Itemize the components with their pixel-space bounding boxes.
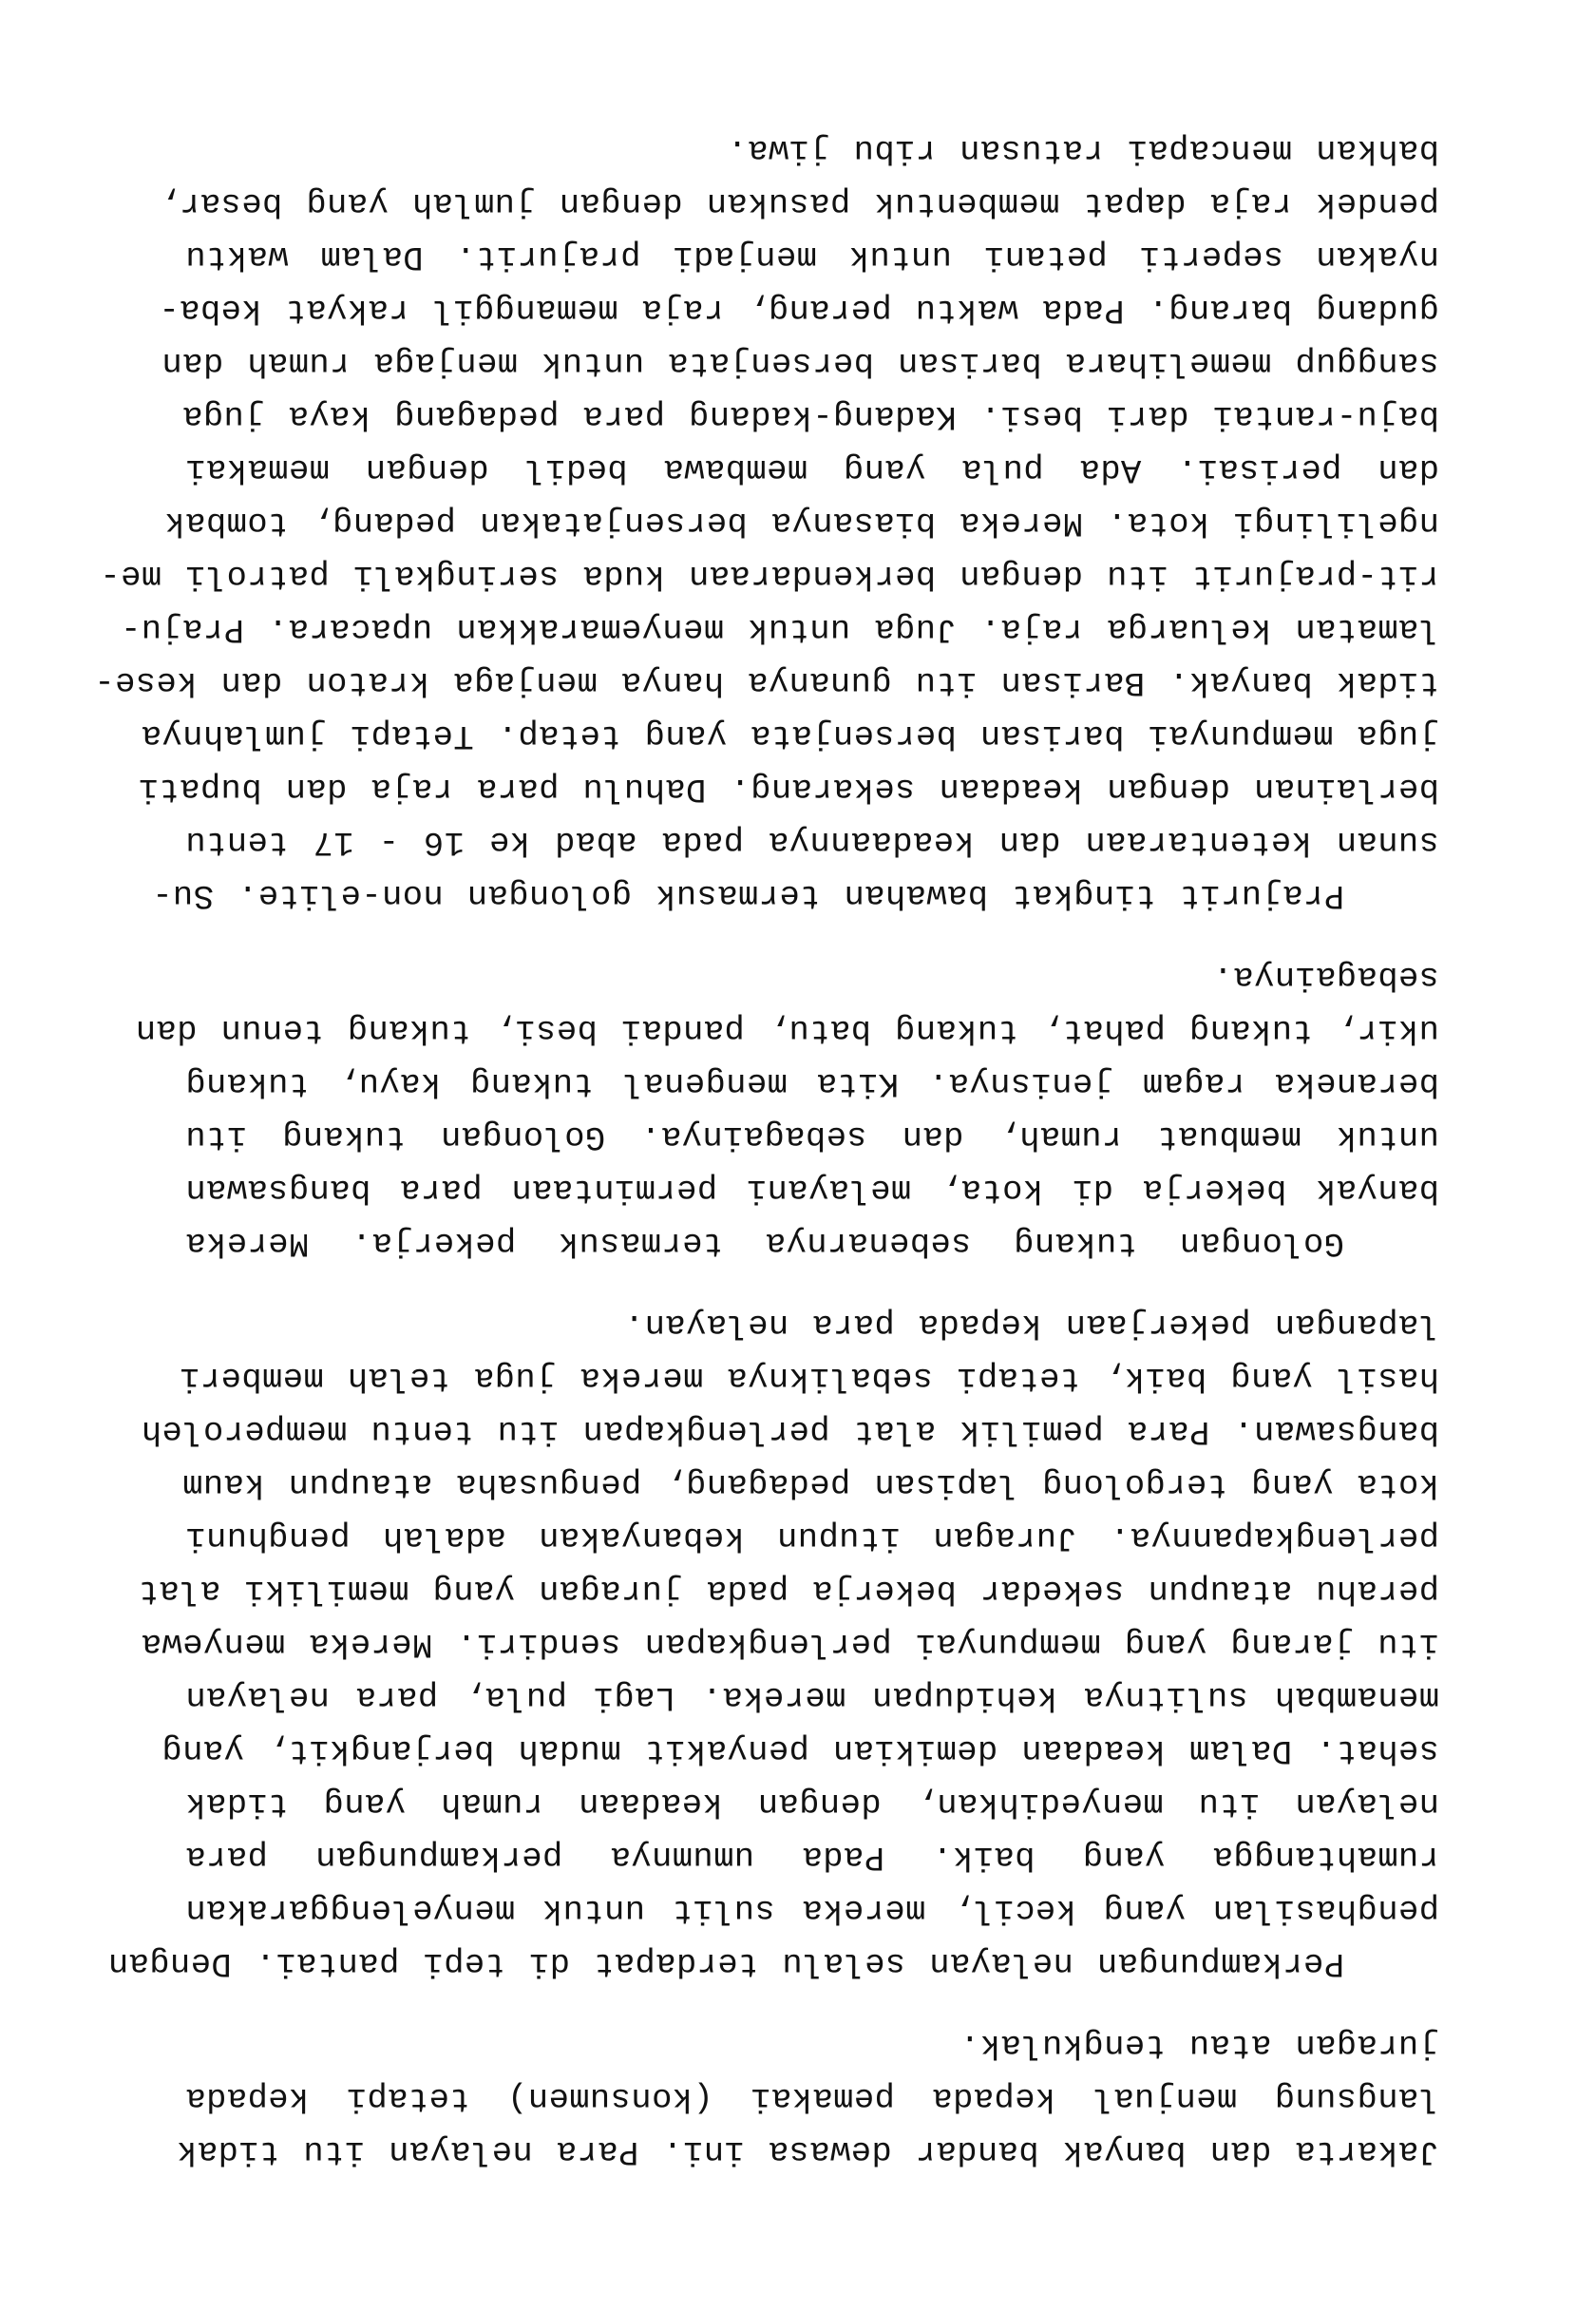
text-line: sunan ketentaraan dan keadaannya pada abad ke 16 - 17 tentu bbox=[185, 823, 1439, 862]
paragraph-4 bbox=[93, 124, 1439, 922]
text-line: Prajurit tingkat bawahan termasuk golongan non-elite. Su- bbox=[151, 876, 1344, 915]
text-line: sebagainya. bbox=[1212, 958, 1439, 997]
paragraph-1 bbox=[176, 2018, 1439, 2178]
text-line: berlainan dengan keadaan sekarang. Dahulu para raja dan bupati bbox=[138, 770, 1439, 809]
text-line: juragan atau tengkulak. bbox=[959, 2026, 1439, 2065]
text-line: itu jarang yang mempunyai perlengkapan sendiri. Mereka menyewa bbox=[141, 1625, 1439, 1664]
paragraph-3 bbox=[135, 950, 1439, 1270]
text-line: sanggup memelihara barisan bersenjata untuk menjaga rumah dan bbox=[162, 344, 1439, 383]
text-line: langsung menjual kepada pemakai (konsumen) tetapi kepada bbox=[185, 2079, 1439, 2118]
text-line: hasil yang baik, tetapi sebaliknya mereka juga telah memberi bbox=[179, 1359, 1439, 1398]
text-line: rit-prajurit itu dengan berkendaraan kuda seringkali patroli me- bbox=[99, 557, 1439, 596]
text-line: tidak banyak. Barisan itu gunanya hanya menjaga kraton dan kese- bbox=[93, 663, 1439, 702]
text-line: beraneka ragam jenisnya. Kita mengenal tukang kayu, tukang bbox=[185, 1064, 1439, 1103]
text-line: Jakarta dan banyak bandar dewasa ini. Para nelayan itu tidak bbox=[176, 2132, 1439, 2171]
text-line: juga mempunyai barisan bersenjata yang tetap. Tetapi jumlahnya bbox=[141, 716, 1439, 755]
text-line: baju-rantai dari besi. Kadang-kadang para pedagang kaya juga bbox=[181, 397, 1439, 436]
text-line: penghasilan yang kecil, mereka sulit untuk menyelenggarakan bbox=[185, 1891, 1439, 1930]
text-line: rumahtangga yang baik. Pada umumnya perkampungan para bbox=[185, 1838, 1439, 1877]
page-number-area bbox=[142, 87, 218, 144]
text-line: kota yang tergolong lapisan pedagang, pengusaha ataupun kaum bbox=[181, 1465, 1439, 1504]
text-line: ngelilingi kota. Mereka biasanya bersenjatakan pedang, tombak bbox=[164, 504, 1439, 543]
text-line: perahu ataupun sekedar bekerja pada juragan yang memiliki alat bbox=[138, 1572, 1439, 1611]
text-line: Perkampungan nelayan selalu terdapat di tepi pantai. Dengan bbox=[107, 1944, 1344, 1983]
text-line: bahkan mencapai ratusan ribu jiwa. bbox=[727, 131, 1439, 170]
text-line: sehat. Dalam keadaan demikian penyakit mudah berjangkit, yang bbox=[162, 1731, 1439, 1770]
text-line: Golongan tukang sebenarnya termasuk pekerja. Mereka bbox=[185, 1224, 1344, 1263]
text-line: lamatan keluarga raja. Juga untuk menyemarakkan upacara. Praju- bbox=[120, 610, 1439, 649]
body-text bbox=[93, 124, 1439, 2178]
text-line: bangsawan. Para pemilik alat perlengkapan itu tentu memperoleh bbox=[141, 1412, 1439, 1451]
text-line: perlengkapannya. Juragan itupun kebanyakan adalah penghuni bbox=[185, 1518, 1439, 1557]
text-line: lapangan pekerjaan kepada para nelayan. bbox=[623, 1306, 1439, 1345]
text-line: ukir, tukang pahat, tukang batu, pandai besi, tukang tenun dan bbox=[135, 1011, 1439, 1050]
text-line: nelayan itu menyedihkan, dengan keadaan rumah yang tidak bbox=[185, 1785, 1439, 1824]
text-line: pendek raja dapat membentuk pasukan dengan jumlah yang besar, bbox=[159, 184, 1439, 223]
text-line: menambah sulitnya kehidupan mereka. Lagi pula, para nelayan bbox=[185, 1678, 1439, 1717]
text-line: banyak bekerja di kota, melayani permintaan para bangsawan bbox=[185, 1171, 1439, 1210]
text-line: nyakan seperti petani untuk menjadi prajurit. Dalam waktu bbox=[185, 238, 1439, 277]
text-line: gudang barang. Pada waktu perang, raja memanggil rakyat keba- bbox=[159, 291, 1439, 330]
paragraph-2 bbox=[107, 1298, 1439, 1990]
text-line: untuk membuat rumah, dan sebagainya. Golongan tukang itu bbox=[185, 1117, 1439, 1156]
text-line: dan perisai. Ada pula yang membawa bedil dengan memakai bbox=[185, 450, 1439, 489]
